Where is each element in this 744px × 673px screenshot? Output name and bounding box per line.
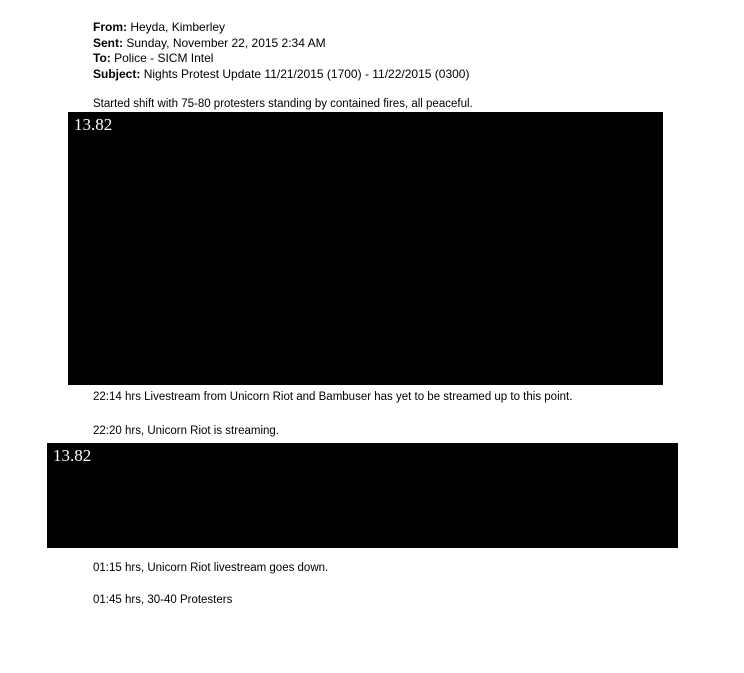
sent-label: Sent: bbox=[93, 35, 123, 50]
from-value: Heyda, Kimberley bbox=[130, 20, 226, 34]
sent-line bbox=[93, 36, 469, 52]
subject-label: Subject: bbox=[93, 66, 141, 81]
from-line bbox=[93, 20, 469, 36]
subject-line bbox=[93, 67, 469, 83]
redaction-block bbox=[68, 112, 663, 385]
sent-value: Sunday, November 22, 2015 2:34 AM bbox=[126, 35, 326, 50]
body-line-streaming: 22:20 hrs, Unicorn Riot is streaming. bbox=[93, 425, 279, 437]
redaction-code: 13.82 bbox=[53, 446, 92, 465]
body-line-shift-start: Started shift with 75-80 protesters standing by contained fires, all peaceful. bbox=[93, 98, 473, 110]
subject-value: Nights Protest Update 11/21/2015 (1700) - 11/22/2015 (0300) bbox=[143, 66, 470, 81]
body-line-protester-count: 01:45 hrs, 30-40 Protesters bbox=[93, 594, 233, 606]
body-line-livestream-down: 01:15 hrs, Unicorn Riot livestream goes down. bbox=[93, 562, 329, 574]
from-label: From: bbox=[93, 20, 127, 34]
to-label: To: bbox=[93, 51, 111, 65]
redaction-code: 13.82 bbox=[74, 115, 113, 134]
body-line-livestream-pending: 22:14 hrs Livestream from Unicorn Riot and Bambuser has yet to be streamed up to this point. bbox=[93, 391, 573, 403]
to-line bbox=[93, 51, 469, 67]
redaction-block bbox=[47, 443, 678, 548]
to-value: Police - SICM Intel bbox=[114, 51, 214, 65]
email-header bbox=[93, 20, 469, 82]
